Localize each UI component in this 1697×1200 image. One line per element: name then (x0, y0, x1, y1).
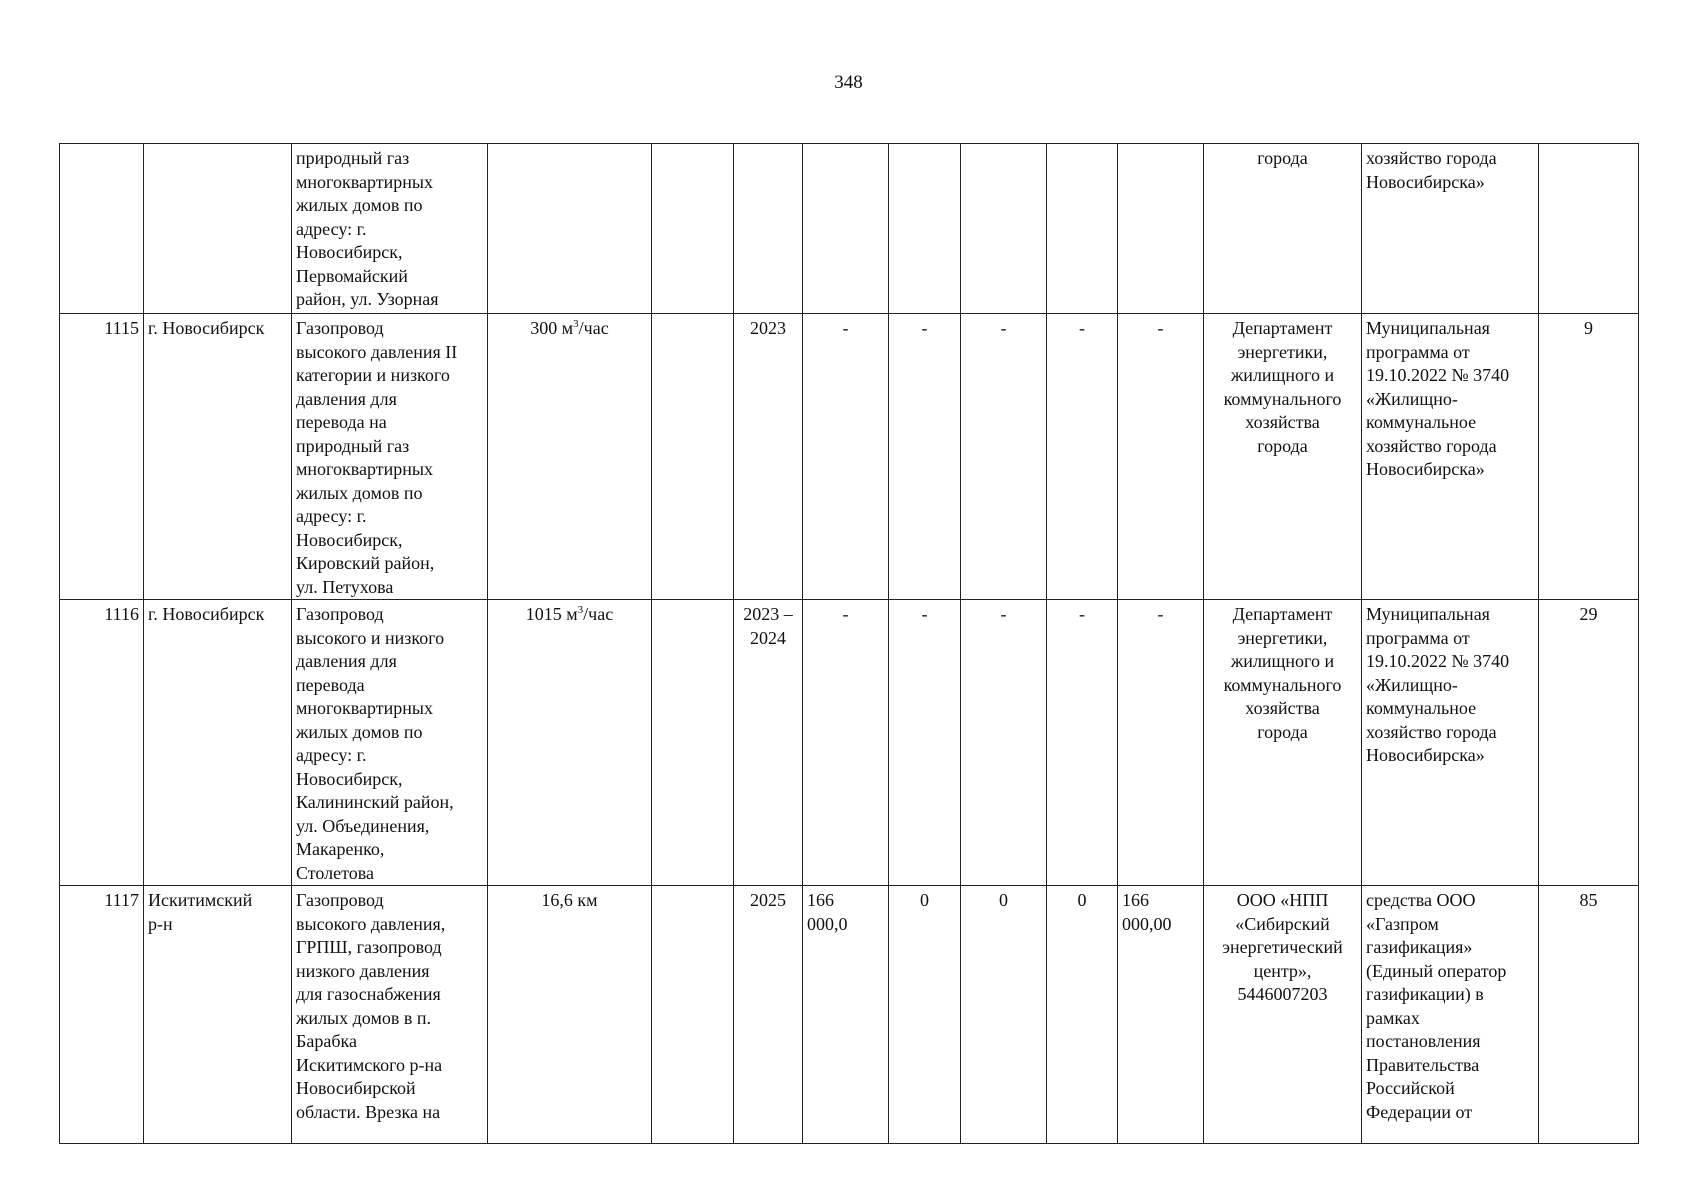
financing-total (803, 144, 889, 314)
location (144, 314, 292, 600)
capacity-suffix: /час (578, 318, 609, 338)
responsible-line: Департамент (1232, 604, 1333, 624)
financing-a-text: - (921, 604, 928, 624)
row-number (60, 144, 144, 314)
capacity-value: 300 м (530, 318, 574, 338)
object-description-line: Новосибирск, (296, 242, 403, 262)
object-description-line: Искитимского р-на (296, 1054, 443, 1075)
funding-source-line: газификации) в (1366, 984, 1484, 1004)
financing-a-text: - (921, 318, 928, 338)
funding-source-line: коммунальное (1366, 412, 1477, 432)
funding-source-line: программа от (1366, 627, 1470, 648)
financing-a (889, 314, 961, 600)
object-description-line: перевода на (296, 412, 387, 432)
funding-source-line: Российской (1366, 1078, 1455, 1098)
financing-total-line: 166 (807, 890, 834, 910)
financing-a (889, 144, 961, 314)
object-description-line: давления для (296, 388, 397, 409)
funding-source-line: Правительства (1366, 1054, 1480, 1075)
financing-d (1118, 314, 1204, 600)
object-description-line: высокого давления, (296, 913, 446, 934)
years-line: 2024 (750, 627, 786, 648)
years (734, 886, 803, 1144)
responsible-line: города (1257, 148, 1308, 168)
financing-d (1118, 144, 1204, 314)
funding-source-line: программа от (1366, 341, 1470, 362)
funding-source (1362, 600, 1539, 886)
responsible-line: города (1257, 721, 1308, 742)
object-description-line: ул. Объединения, (296, 815, 430, 836)
financing-a-text: 0 (920, 890, 929, 910)
object-description-line: природный газ (296, 435, 410, 456)
financing-b-text: - (1000, 318, 1007, 338)
object-description-line: перевода (296, 674, 365, 695)
object-description-line: Новосибирск, (296, 768, 403, 789)
financing-total-line: - (842, 604, 849, 624)
object-description-line: Калининский район, (296, 792, 454, 812)
object-description-line: жилых домов по (296, 195, 423, 215)
capacity (488, 144, 652, 314)
object-description-line: категории и низкого (296, 365, 450, 385)
responsible (1204, 144, 1362, 314)
last-column (1539, 314, 1639, 600)
last-column-text: 29 (1579, 604, 1598, 624)
empty-column (652, 144, 734, 314)
capacity-value: 16,6 км (541, 890, 598, 910)
responsible-line: Департамент (1232, 318, 1333, 338)
object-description-line: Газопровод (296, 604, 384, 624)
financing-d (1118, 600, 1204, 886)
financing-b-text: - (1000, 604, 1007, 624)
document-table (59, 143, 1639, 1144)
object-description-line: давления для (296, 651, 397, 671)
object-description-line: адресу: г. (296, 506, 367, 526)
location-line: г. Новосибирск (148, 318, 265, 338)
funding-source-line: рамках (1366, 1007, 1420, 1028)
funding-source-line: коммунальное (1366, 698, 1477, 718)
financing-b (961, 144, 1047, 314)
funding-source-line: «Жилищно- (1366, 674, 1458, 695)
funding-source-line: Муниципальная (1366, 604, 1490, 624)
responsible-line: энергетики, (1237, 341, 1328, 362)
years (734, 144, 803, 314)
years-line: 2023 (750, 318, 786, 338)
table-row (60, 314, 1639, 600)
financing-b (961, 886, 1047, 1144)
row-number (60, 600, 144, 886)
row-number-text: 1115 (104, 318, 139, 338)
object-description-line: высокого и низкого (296, 627, 445, 648)
financing-c-text: - (1079, 318, 1085, 338)
financing-c-text: 0 (1077, 890, 1087, 910)
years-line: 2023 – (743, 604, 793, 624)
object-description-line: природный газ (296, 148, 410, 168)
row-number-text: 1117 (104, 890, 139, 910)
financing-b-text: 0 (999, 890, 1008, 910)
financing-c (1047, 144, 1118, 314)
capacity-suffix: /час (583, 604, 614, 624)
object-description-line: Новосибирской (296, 1078, 416, 1098)
financing-d-line: - (1157, 604, 1164, 624)
funding-source (1362, 144, 1539, 314)
funding-source-line: Новосибирска» (1366, 171, 1485, 192)
responsible-line: хозяйства (1245, 698, 1320, 718)
capacity-exponent: 3 (577, 604, 584, 616)
responsible-line: коммунального (1223, 674, 1342, 695)
location-line: Искитимский (148, 890, 253, 910)
object-description-line: низкого давления (296, 960, 430, 981)
object-description-line: жилых домов по (296, 482, 423, 503)
table-body (60, 144, 1639, 1144)
responsible-line: центр», (1253, 960, 1312, 981)
funding-source-line: средства ООО (1366, 890, 1476, 910)
last-column (1539, 600, 1639, 886)
capacity-value: 1015 м (525, 604, 578, 624)
funding-source-line: Новосибирска» (1366, 745, 1485, 765)
responsible-line: коммунального (1223, 388, 1342, 409)
funding-source-line: постановления (1366, 1031, 1481, 1051)
object-description-line: Первомайский (296, 265, 408, 286)
table-row (60, 886, 1639, 1144)
last-column-text: 85 (1579, 890, 1598, 910)
financing-a (889, 886, 961, 1144)
capacity (488, 886, 652, 1144)
years (734, 600, 803, 886)
object-description-line: для газоснабжения (296, 984, 441, 1004)
responsible (1204, 314, 1362, 600)
funding-source-line: Федерации от (1366, 1101, 1473, 1122)
funding-source-line: хозяйство города (1366, 435, 1497, 456)
financing-b (961, 600, 1047, 886)
object-description-line: адресу: г. (296, 218, 367, 239)
responsible-line: энергетический (1222, 937, 1343, 957)
object-description (292, 144, 488, 314)
funding-source-line: хозяйство города (1366, 148, 1497, 168)
financing-d-line: 166 (1122, 890, 1149, 910)
last-column-text: 9 (1584, 318, 1593, 338)
object-description-line: Новосибирск, (296, 529, 403, 550)
location-line: р-н (148, 913, 173, 934)
object-description-line: Газопровод (296, 890, 384, 910)
object-description-line: жилых домов в п. (296, 1007, 431, 1028)
object-description-line: ГРПШ, газопровод (296, 937, 442, 957)
empty-column (652, 600, 734, 886)
object-description (292, 886, 488, 1144)
capacity (488, 600, 652, 886)
responsible-line: «Сибирский (1235, 913, 1330, 934)
responsible-line: энергетики, (1237, 627, 1328, 648)
responsible-line: жилищного и (1230, 651, 1335, 671)
funding-source-line: газификация» (1366, 937, 1473, 957)
responsible (1204, 886, 1362, 1144)
financing-c (1047, 314, 1118, 600)
page-number: 348 (834, 72, 863, 93)
financing-total (803, 600, 889, 886)
funding-source-line: 19.10.2022 № 3740 (1366, 651, 1510, 671)
table-row (60, 144, 1639, 314)
empty-column (652, 886, 734, 1144)
object-description-line: жилых домов по (296, 721, 423, 742)
object-description-line: адресу: г. (296, 745, 367, 765)
years (734, 314, 803, 600)
location (144, 144, 292, 314)
location (144, 886, 292, 1144)
row-number-text: 1116 (104, 604, 139, 624)
financing-d (1118, 886, 1204, 1144)
financing-d-line: 000,00 (1122, 913, 1172, 934)
object-description-line: области. Врезка на (296, 1101, 441, 1122)
location (144, 600, 292, 886)
table-row (60, 600, 1639, 886)
empty-column (652, 314, 734, 600)
last-column (1539, 886, 1639, 1144)
financing-total-line: 000,0 (807, 913, 848, 934)
row-number (60, 886, 144, 1144)
funding-source (1362, 314, 1539, 600)
years-line: 2025 (750, 890, 786, 910)
financing-b (961, 314, 1047, 600)
financing-c (1047, 886, 1118, 1144)
financing-total (803, 886, 889, 1144)
object-description-line: многоквартирных (296, 459, 433, 479)
financing-total (803, 314, 889, 600)
object-description-line: многоквартирных (296, 171, 433, 192)
funding-source-line: Новосибирска» (1366, 459, 1485, 479)
object-description-line: Кировский район, (296, 553, 435, 573)
object-description-line: высокого давления II (296, 341, 458, 362)
financing-d-line: - (1157, 318, 1164, 338)
responsible (1204, 600, 1362, 886)
responsible-line: жилищного и (1230, 365, 1335, 385)
funding-source-line: Муниципальная (1366, 318, 1490, 338)
financing-c (1047, 600, 1118, 886)
funding-source (1362, 886, 1539, 1144)
funding-source-line: «Газпром (1366, 913, 1439, 934)
responsible-line: города (1257, 435, 1308, 456)
object-description-line: многоквартирных (296, 698, 433, 718)
financing-c-text: - (1079, 604, 1085, 624)
responsible-line: 5446007203 (1237, 984, 1328, 1004)
funding-source-line: «Жилищно- (1366, 388, 1458, 409)
financing-total-line: - (842, 318, 849, 338)
funding-source-line: хозяйство города (1366, 721, 1497, 742)
object-description (292, 314, 488, 600)
object-description-line: ул. Петухова (296, 576, 394, 597)
capacity-exponent: 3 (573, 318, 579, 330)
object-description (292, 600, 488, 886)
capacity (488, 314, 652, 600)
funding-source-line: 19.10.2022 № 3740 (1366, 365, 1510, 385)
object-description-line: Столетова (296, 862, 375, 883)
object-description-line: Барабка (296, 1031, 357, 1051)
location-line: г. Новосибирск (148, 604, 265, 624)
responsible-line: ООО «НПП (1236, 890, 1329, 910)
responsible-line: хозяйства (1245, 412, 1320, 432)
funding-source-line: (Единый оператор (1366, 960, 1507, 981)
last-column (1539, 144, 1639, 314)
financing-a (889, 600, 961, 886)
object-description-line: Макаренко, (296, 839, 385, 859)
object-description-line: район, ул. Узорная (296, 289, 439, 309)
object-description-line: Газопровод (296, 318, 384, 338)
row-number (60, 314, 144, 600)
